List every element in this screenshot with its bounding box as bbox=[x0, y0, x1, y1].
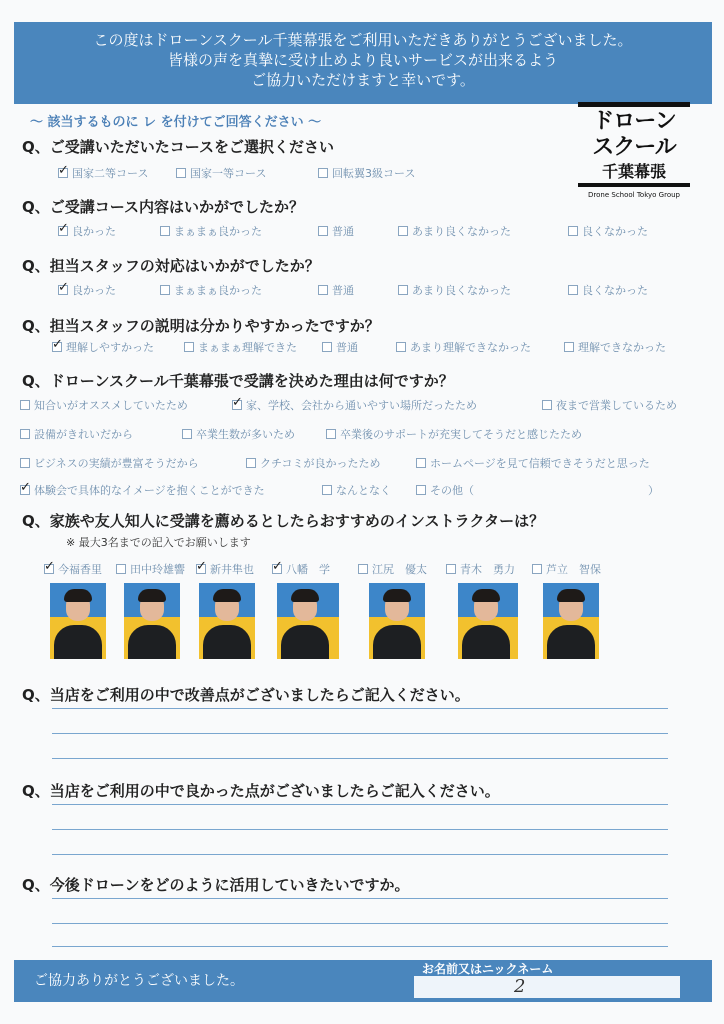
option[interactable]: ホームページを見て信頼できそうだと思った bbox=[416, 455, 650, 471]
checkbox[interactable] bbox=[232, 400, 242, 410]
option[interactable]: なんとなく bbox=[322, 482, 391, 498]
answer-line[interactable] bbox=[52, 898, 668, 899]
checkbox[interactable] bbox=[20, 429, 30, 439]
option[interactable]: 設備がきれいだから bbox=[20, 426, 133, 442]
checkbox[interactable] bbox=[58, 168, 68, 178]
option[interactable]: 田中玲雄響 bbox=[116, 561, 185, 577]
checkbox[interactable] bbox=[318, 226, 328, 236]
option[interactable]: ✓国家二等コース bbox=[58, 165, 148, 181]
checkbox[interactable] bbox=[196, 564, 206, 574]
checkbox[interactable] bbox=[44, 564, 54, 574]
instructor-photo bbox=[50, 583, 106, 659]
checkbox[interactable] bbox=[398, 226, 408, 236]
answer-line[interactable] bbox=[52, 733, 668, 734]
option[interactable]: ✓体験会で具体的なイメージを抱くことができた bbox=[20, 482, 265, 498]
option-close-paren: ） bbox=[648, 484, 659, 497]
option[interactable]: 普通 bbox=[322, 339, 358, 355]
option[interactable]: ✓ 家、学校、会社から通いやすい場所だったため bbox=[232, 397, 477, 413]
checkbox[interactable] bbox=[358, 564, 368, 574]
checkbox[interactable] bbox=[564, 342, 574, 352]
checkbox[interactable] bbox=[176, 168, 186, 178]
checkbox[interactable] bbox=[20, 485, 30, 495]
option[interactable]: ✓ 八幡 学 bbox=[272, 561, 330, 577]
answer-line[interactable] bbox=[52, 854, 668, 855]
answer-line[interactable] bbox=[52, 923, 668, 924]
instructor-photo bbox=[277, 583, 339, 659]
checkbox[interactable] bbox=[116, 564, 126, 574]
option[interactable]: 普通 bbox=[318, 282, 354, 298]
checkbox[interactable] bbox=[416, 485, 426, 495]
option[interactable]: ✓今福香里 bbox=[44, 561, 102, 577]
question-future-use: Q、今後ドローンをどのように活用していきたいですか。 bbox=[22, 876, 410, 894]
option[interactable]: ✓良かった bbox=[58, 223, 116, 239]
option[interactable]: 江尻 優太 bbox=[358, 561, 427, 577]
question-staff-response: Q、担当スタッフの対応はいかがでしたか？ bbox=[22, 257, 320, 275]
header-line-1: この度はドローンスクール千葉幕張をご利用いただきありがとうございました。 bbox=[93, 31, 633, 49]
checkbox[interactable] bbox=[160, 226, 170, 236]
option[interactable]: まぁまぁ理解できた bbox=[184, 339, 297, 355]
option[interactable]: まぁまぁ良かった bbox=[160, 223, 262, 239]
checkbox[interactable] bbox=[326, 429, 336, 439]
option[interactable]: 卒業後のサポートが充実してそうだと感じたため bbox=[326, 426, 582, 442]
checkbox[interactable] bbox=[322, 342, 332, 352]
question-course-content: Q、ご受講コース内容はいかがでしたか？ bbox=[22, 198, 305, 216]
checkbox[interactable] bbox=[322, 485, 332, 495]
option[interactable]: 良くなかった bbox=[568, 223, 648, 239]
question-good-points: Q、当店をご利用の中で良かった点がございましたらご記入ください。 bbox=[22, 782, 500, 800]
instructor-note: ※ 最大3名までの記入でお願いします bbox=[66, 536, 251, 549]
checkbox[interactable] bbox=[416, 458, 426, 468]
option[interactable]: あまり良くなかった bbox=[398, 282, 511, 298]
question-reason: Q、ドローンスクール千葉幕張で受講を決めた理由は何ですか？ bbox=[22, 372, 454, 390]
header-banner bbox=[14, 22, 712, 104]
checkbox[interactable] bbox=[20, 400, 30, 410]
footer-banner bbox=[14, 960, 712, 1002]
checkbox[interactable] bbox=[446, 564, 456, 574]
option[interactable]: 普通 bbox=[318, 223, 354, 239]
option[interactable]: 青木 勇力 bbox=[446, 561, 515, 577]
instructor-photo bbox=[458, 583, 518, 659]
option[interactable]: ✓理解しやすかった bbox=[52, 339, 154, 355]
option[interactable]: 卒業生数が多いため bbox=[182, 426, 295, 442]
answer-line[interactable] bbox=[52, 829, 668, 830]
checkbox[interactable] bbox=[58, 226, 68, 236]
name-label: お名前又はニックネーム bbox=[422, 962, 554, 976]
instructor-photo bbox=[124, 583, 180, 659]
checkbox[interactable] bbox=[568, 226, 578, 236]
checkbox[interactable] bbox=[52, 342, 62, 352]
checkbox[interactable] bbox=[396, 342, 406, 352]
instructor-photo bbox=[199, 583, 255, 659]
option[interactable]: 理解できなかった bbox=[564, 339, 666, 355]
checkbox[interactable] bbox=[318, 168, 328, 178]
checkbox[interactable] bbox=[398, 285, 408, 295]
option[interactable]: まぁまぁ良かった bbox=[160, 282, 262, 298]
option[interactable]: 良くなかった bbox=[568, 282, 648, 298]
checkbox[interactable] bbox=[58, 285, 68, 295]
instructor-photo bbox=[369, 583, 425, 659]
name-field[interactable] bbox=[414, 976, 680, 998]
question-course: Q、ご受講いただいたコースをご選択ください bbox=[22, 138, 335, 156]
question-improvements: Q、当店をご利用の中で改善点がございましたらご記入ください。 bbox=[22, 686, 470, 704]
checkbox[interactable] bbox=[318, 285, 328, 295]
checkbox[interactable] bbox=[568, 285, 578, 295]
checkbox[interactable] bbox=[272, 564, 282, 574]
option[interactable]: クチコミが良かったため bbox=[246, 455, 381, 471]
checkbox[interactable] bbox=[542, 400, 552, 410]
checkbox[interactable] bbox=[182, 429, 192, 439]
option[interactable]: あまり理解できなかった bbox=[396, 339, 531, 355]
option[interactable]: ビジネスの実績が豊富そうだから bbox=[20, 455, 199, 471]
option[interactable]: 知合いがオススメしていたため bbox=[20, 397, 188, 413]
checkbox[interactable] bbox=[160, 285, 170, 295]
school-logo: ドローン スクール 千葉幕張 Drone School Tokyo Group bbox=[578, 102, 690, 222]
answer-line[interactable] bbox=[52, 758, 668, 759]
checkbox[interactable] bbox=[20, 458, 30, 468]
answer-line[interactable] bbox=[52, 804, 668, 805]
question-instructor: Q、家族や友人知人に受講を薦めるとしたらおすすめのインストラクターは？ bbox=[22, 512, 545, 530]
header-line-3: ご協力いただけますと幸いです。 bbox=[251, 71, 475, 89]
checkbox[interactable] bbox=[184, 342, 194, 352]
option[interactable]: 回転翼3級コース bbox=[318, 165, 415, 181]
option[interactable]: 国家一等コース bbox=[176, 165, 266, 181]
option[interactable]: その他（ bbox=[416, 482, 474, 498]
name-value: 2 bbox=[514, 976, 526, 997]
instructions: 〜 該当するものに レ を付けてご回答ください 〜 bbox=[30, 115, 322, 130]
option[interactable]: あまり良くなかった bbox=[398, 223, 511, 239]
option[interactable]: 芦立 智保 bbox=[532, 561, 601, 577]
instructor-photo bbox=[543, 583, 599, 659]
answer-line[interactable] bbox=[52, 708, 668, 709]
checkbox[interactable] bbox=[532, 564, 542, 574]
question-staff-explanation: Q、担当スタッフの説明は分かりやすかったですか？ bbox=[22, 317, 380, 335]
option[interactable]: ✓良かった bbox=[58, 282, 116, 298]
option[interactable]: 夜まで営業しているため bbox=[542, 397, 677, 413]
checkbox[interactable] bbox=[246, 458, 256, 468]
option[interactable]: ✓ 新井隼也 bbox=[196, 561, 254, 577]
answer-line[interactable] bbox=[52, 946, 668, 947]
thanks-text: ご協力ありがとうございました。 bbox=[34, 973, 244, 989]
header-line-2: 皆様の声を真摯に受け止めより良いサービスが出来るよう bbox=[167, 51, 558, 69]
